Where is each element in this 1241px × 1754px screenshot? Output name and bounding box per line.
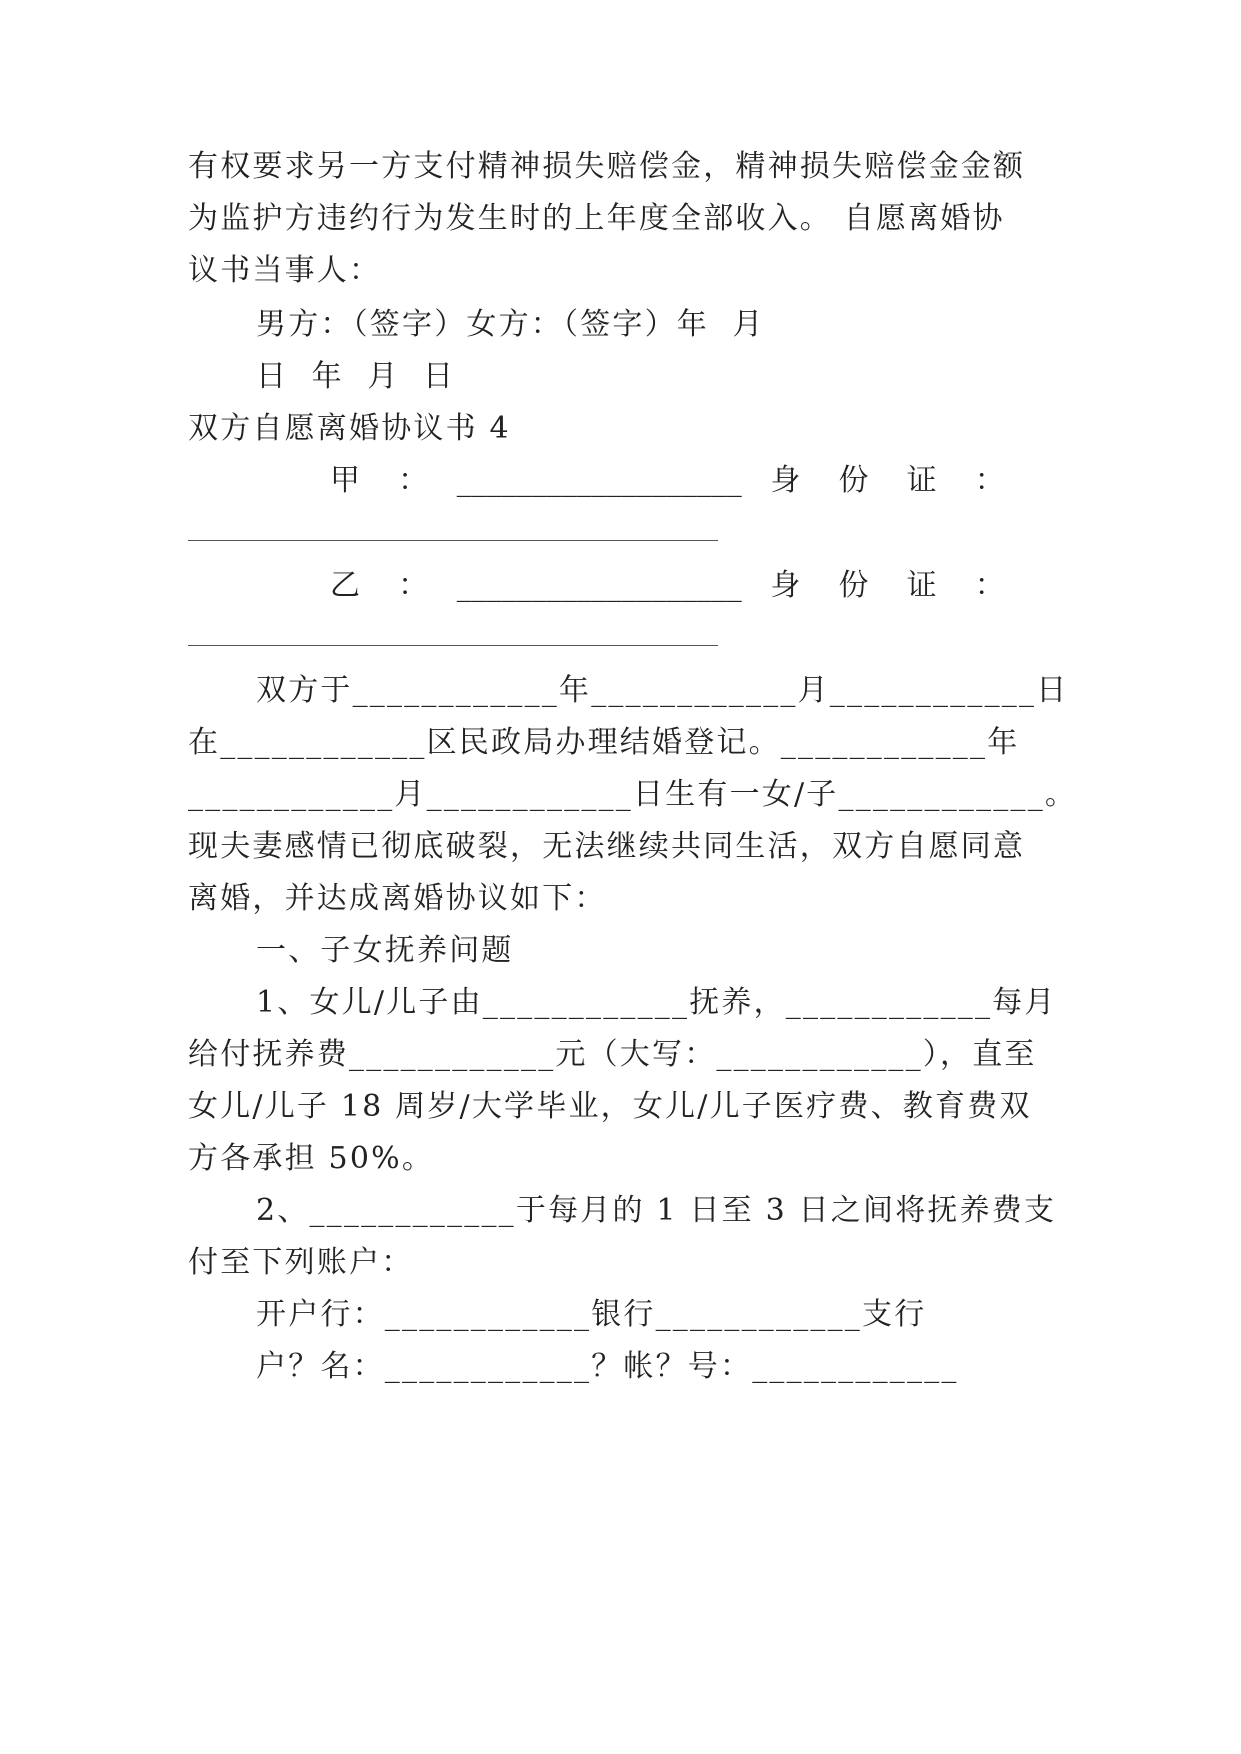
clause-line: 方各承担 50%。 — [188, 1141, 435, 1176]
bank-line: 开户行：____________银行____________支行 — [256, 1297, 927, 1332]
child-birth-line: ____________月____________日生有一女/子____________。 — [188, 777, 1078, 812]
date-line: 日 年 月 日 — [256, 359, 456, 394]
account-line: 户？名：____________？帐？号：____________ — [256, 1349, 959, 1384]
paragraph-line: 有权要求另一方支付精神损失赔偿金，精神损失赔偿金金额 — [188, 149, 1026, 184]
clause-line: 付至下列账户： — [188, 1245, 414, 1280]
marriage-date-line: 双方于____________年____________月____________日 — [256, 673, 1069, 708]
paragraph-line: 现夫妻感情已彻底破裂，无法继续共同生活，双方自愿同意 — [188, 829, 1026, 864]
section-title: 双方自愿离婚协议书 4 — [188, 411, 511, 446]
party-a-id-blank — [188, 540, 718, 541]
clause-line: 女儿/儿子 18 周岁/大学毕业，女儿/儿子医疗费、教育费双 — [188, 1089, 1032, 1124]
section-heading: 一、子女抚养问题 — [256, 933, 514, 968]
paragraph-line: 离婚，并达成离婚协议如下： — [188, 881, 607, 916]
party-b-line: 乙 ： ___________________ 身 份 证 ： — [330, 568, 1005, 603]
signature-line: 男方：（签字）女方：（签字）年 月 — [256, 307, 765, 342]
party-a-line: 甲 ： ___________________ 身 份 证 ： — [330, 463, 1005, 498]
clause-line: 1、女儿/儿子由____________抚养，____________每月 — [256, 985, 1057, 1020]
party-b-id-blank — [188, 645, 718, 646]
registration-line: 在____________区民政局办理结婚登记。____________年 — [188, 725, 1020, 760]
paragraph-line: 议书当事人： — [188, 253, 382, 288]
clause-line: 2、____________于每月的 1 日至 3 日之间将抚养费支 — [256, 1193, 1057, 1228]
paragraph-line: 为监护方违约行为发生时的上年度全部收入。 自愿离婚协 — [188, 201, 1005, 236]
clause-line: 给付抚养费____________元（大写：____________），直至 — [188, 1037, 1037, 1072]
